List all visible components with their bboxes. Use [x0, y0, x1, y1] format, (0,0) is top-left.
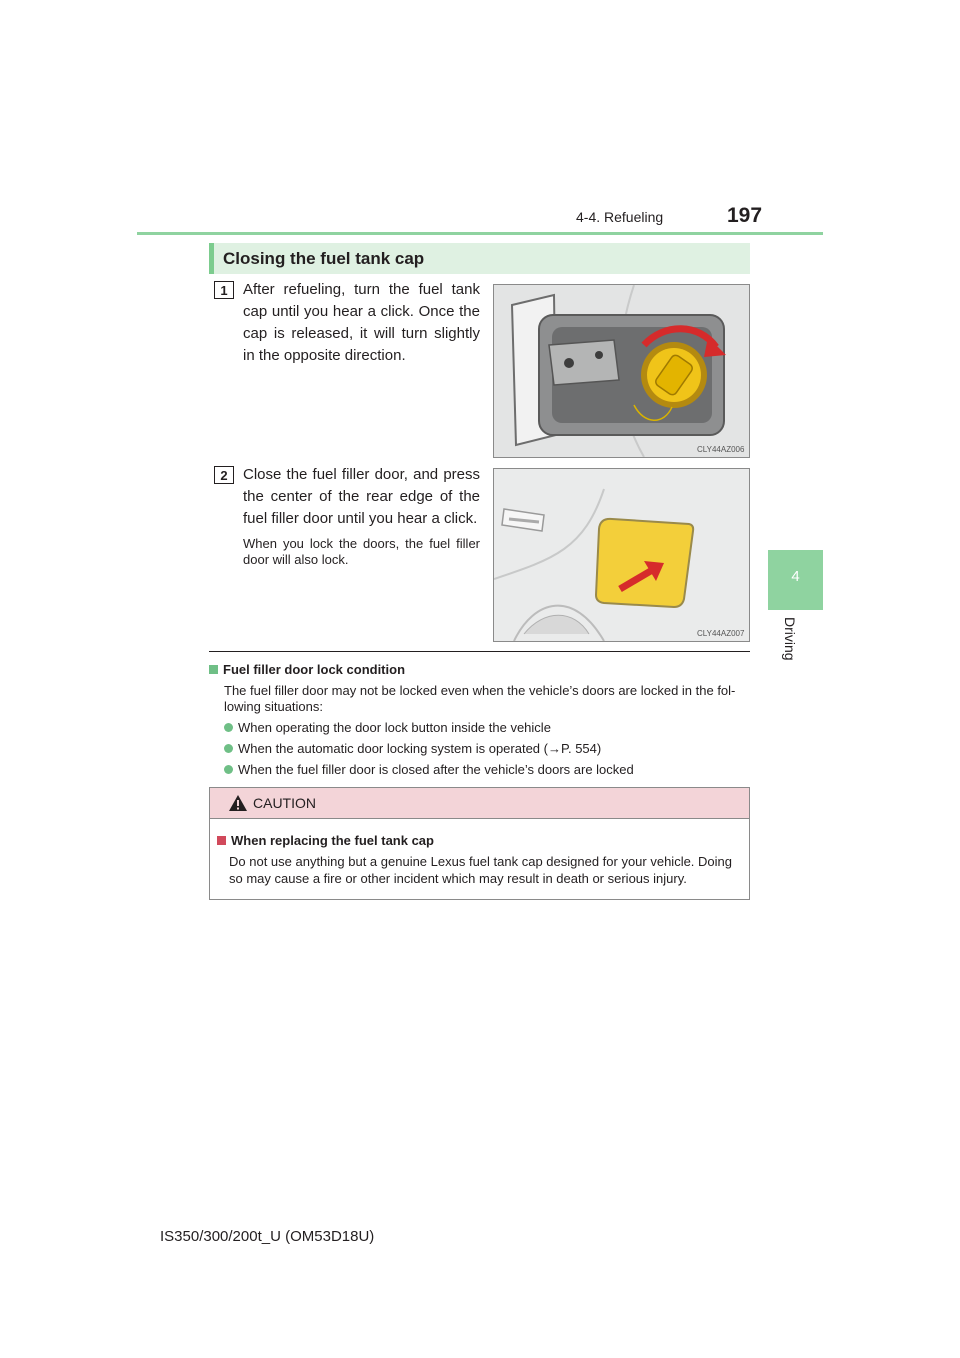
caution-body: Do not use anything but a genuine Lexus fuel tank cap designed for your vehicle. Doing so may cause a fire or other incident which may result in death or serious injury.: [229, 854, 733, 886]
bullet-icon: [224, 723, 233, 732]
info-heading: [209, 662, 405, 677]
filler-door-drawing: [494, 469, 749, 641]
list-item: [224, 762, 634, 777]
caution-subheading: [217, 833, 434, 848]
filler-door-illustration: [493, 468, 750, 642]
step-2-note: When you lock the doors, the fuel filler door will also lock.: [243, 536, 480, 567]
caution-subheading-text: When replacing the fuel tank cap: [231, 833, 434, 848]
fuel-cap-drawing: [494, 285, 749, 457]
figure-code-2: CLY44AZ007: [697, 629, 745, 638]
step-number-1: 1: [214, 281, 234, 299]
fuel-cap-illustration: [493, 284, 750, 458]
list-item-text: When the automatic door locking system is operated (→P. 554): [238, 741, 602, 756]
list-item: [224, 741, 601, 756]
chapter-label: [780, 617, 800, 677]
info-heading-text: Fuel filler door lock condition: [223, 662, 406, 677]
page-number: 197: [727, 204, 763, 227]
section-title: Closing the fuel tank cap: [209, 243, 750, 274]
caution-box: [209, 787, 750, 900]
header-rule: [137, 232, 823, 235]
square-bullet-icon: [209, 665, 218, 674]
warning-icon: [228, 794, 248, 812]
step-1-text: After refueling, turn the fuel tank cap until you hear a click. Once the cap is released, it will turn slightly in the opposite direction.: [243, 281, 480, 364]
list-item-text: When the fuel filler door is closed after the vehicle’s doors are locked: [238, 762, 634, 777]
figure-code-1: CLY44AZ006: [697, 445, 745, 454]
caution-header: [210, 788, 749, 819]
header-section-title: 4-4. Refueling: [576, 209, 664, 225]
step-number-2: 2: [214, 466, 234, 484]
footer-model-code: IS350/300/200t_U (OM53D18U): [160, 1228, 375, 1245]
bullet-icon: [224, 744, 233, 753]
bullet-icon: [224, 765, 233, 774]
info-body: The fuel filler door may not be locked even when the vehicle’s doors are locked in the fol-lowing situations:: [224, 683, 736, 714]
chapter-number: 4: [791, 568, 800, 585]
list-item-text: When operating the door lock button inside the vehicle: [238, 720, 551, 735]
caution-title: CAUTION: [253, 795, 316, 811]
chapter-label-text: Driving: [782, 617, 798, 661]
section-divider: [209, 651, 750, 652]
square-bullet-icon: [217, 836, 226, 845]
step-2-text: Close the fuel filler door, and press the center of the rear edge of the fuel filler door until you hear a click.: [243, 466, 480, 527]
list-item: [224, 720, 551, 735]
